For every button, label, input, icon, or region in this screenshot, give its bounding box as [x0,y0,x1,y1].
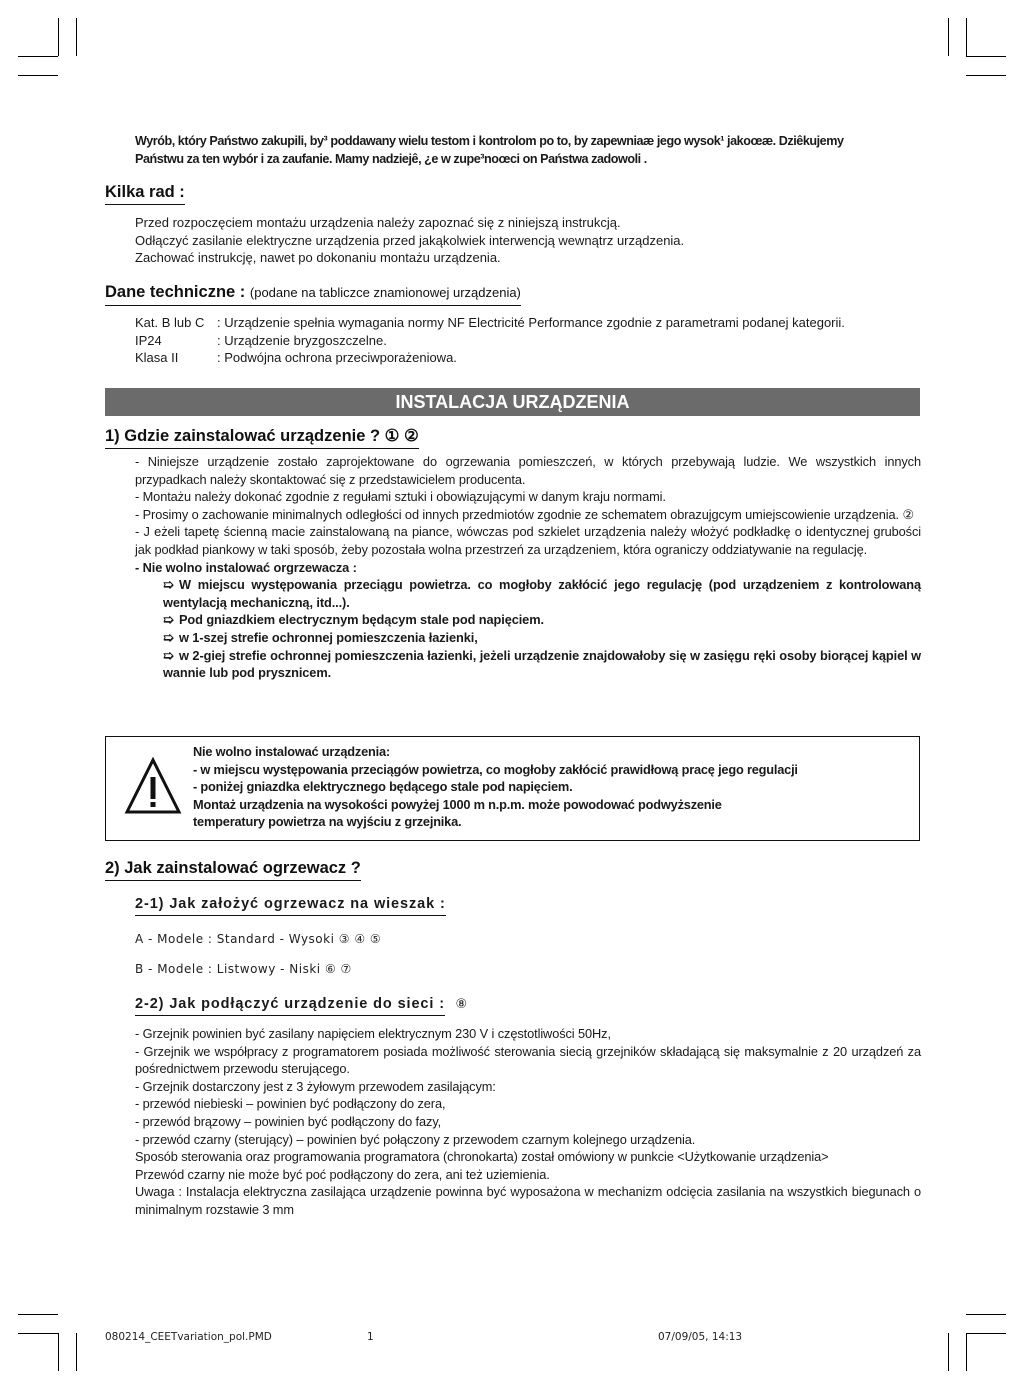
tech-key: IP24 [135,332,162,348]
heading-2-2-row [135,995,467,1016]
warning-heading: - Nie wolno instalować orgrzewacza : [135,559,357,575]
footer-page-number: 1 [367,1331,374,1343]
tech-table [135,314,921,367]
dane-note: (podane na tabliczce znamionowej urządzenia) [249,285,521,300]
tech-value: : Podwójna ochrona przeciwporażeniowa. [217,350,457,365]
warning-line: temperatury powietrza na wyjściu z grzejnika. [193,814,462,830]
heading-section-1: 1) Gdzie zainstalować urządzenie ? ① ② [105,426,419,449]
warning-line: - w miejscu występowania przeciągów powietrza, co mogłoby zakłócić prawidłową pracę jego regulacji [193,761,798,777]
heading-2-2: 2-2) Jak podłączyć urządzenie do sieci : [135,995,445,1016]
heading-kilka-rad: Kilka rad : [105,182,185,205]
paragraph: - przewód czarny (sterujący) – powinien być połączony z przewodem czarnym kolejnego urządzenia. [135,1131,696,1147]
list-item [135,629,921,647]
tech-row [135,332,921,350]
paragraph: - Grzejnik we współpracy z programatorem posiada możliwość sterowania siecią grzejników składającą się maksymalnie z 20 urządzeń za pośrednictwem przewodu sterującego. [135,1043,921,1077]
intro-text [135,132,921,168]
warning-line: Nie wolno instalować urządzenia: [193,744,390,759]
heading-dane-techniczne [105,282,521,306]
tech-value: : Urządzenie spełnia wymagania normy NF Electricité Performance zgodnie z parametrami podanej kategorii. [217,315,845,330]
paragraph: Uwaga : Instalacja elektryczna zasilająca urządzenie powinna być wyposażona w mechanizm odcięcia zasilania na wszystkich biegunach o minimalnym rozstawie 3 mm [135,1184,921,1217]
paragraph: - Grzejnik powinien być zasilany napięciem elektrycznym 230 V i częstotliwości 50Hz, [135,1026,611,1041]
tech-row [135,314,921,332]
paragraph: - Niniejsze urządzenie zostało zaprojektowane do ogrzewania pomieszczeń, w których przebywają ludzie. We wszystkich innych przypadkach należy skontaktować się z przedstawicielem producenta. [135,454,921,487]
paragraph: Sposób sterowania oraz programowania programatora (chronokarta) został omówiony w punkcie <Użytkowanie urządzenia> [135,1149,829,1165]
heading-2-1: 2-1) Jak założyć ogrzewacz na wieszak : [135,895,446,916]
footer-filename: 080214_CEETvariation_pol.PMD [105,1331,272,1343]
list-item-text: w 1-szej strefie ochronnej pomieszczenia łazienki, [179,629,478,645]
warning-triangle-icon [124,757,182,815]
arrow-icon: ➯ [163,629,174,645]
figure-ref: ⑧ [455,997,468,1012]
intro-line: Państwu za ten wybór i za zaufanie. Mamy nadziejê, ¿e w zupe³noœci on Państwa zadowoli . [135,152,647,166]
footer-date: 07/09/05, 14:13 [658,1331,743,1343]
list-item-text: Pod gniazdkiem electrycznym będącym stale pod napięciem. [179,612,544,628]
warning-text [193,743,798,831]
model-a-text: A - Modele : Standard - Wysoki ③ ④ ⑤ [135,932,382,946]
paragraph: - Prosimy o zachowanie minimalnych odległości od innych przedmiotów zgodnie ze schematem obrazujgcym umiejscowienie urządzenia. ② [135,506,914,522]
intro-line: Wyrób, który Państwo zakupili, by³ poddawany wielu testom i kontrolom po to, by zapewniaæ jego wysok¹ jakoœæ. Dziêkujemy [135,134,844,148]
section-banner: INSTALACJA URZĄDZENIA [105,388,920,416]
tech-key: Kat. B lub C [135,315,205,330]
list-item [135,647,921,682]
arrow-icon: ➯ [163,612,174,628]
tech-value: : Urządzenie bryzgoszczelne. [217,332,387,348]
warning-box [105,736,920,841]
paragraph: - przewód niebieski – powinien być podłączony do zera, [135,1096,446,1112]
heading-section-2: 2) Jak zainstalować ogrzewacz ? [105,858,361,881]
paragraph: - J eżeli tapetę ścienną macie zainstalowaną na piance, wówczas pod szkielet urządzenia należy włożyć podkładkę o identycznej grubości jak podkład piankowy w taki sposób, żeby pozostała wolna przestrzeń za urządzeniem, która ograniczy oddziatywanie na regulację. [135,524,921,557]
warning-line: - poniżej gniazdka elektrycznego będącego stale pod napięciem. [193,779,573,795]
model-b-text: B - Modele : Listwowy - Niski ⑥ ⑦ [135,962,352,976]
paragraph: - Grzejnik dostarczony jest z 3 żyłowym przewodem zasilającym: [135,1078,496,1094]
tech-key: Klasa II [135,350,179,365]
dane-title: Dane techniczne : [105,283,246,301]
list-item [135,576,921,611]
arrow-icon: ➯ [163,647,174,663]
kilka-rad-line: Przed rozpoczęciem montażu urządzenia należy zapoznać się z niniejszą instrukcją. [135,215,621,230]
kilka-rad-line: Odłączyć zasilanie elektryczne urządzenia przed jakąkolwiek interwencją wewnątrz urządzenia. [135,232,685,248]
paragraph: - przewód brązowy – powinien być podłączony do fazy, [135,1113,442,1129]
list-item-text: W miejscu występowania przeciągu powietrza. co mogłoby zakłócić jego regulację (pod urządzeniem z kontrolowaną wentylacją mechaniczną, itd...). [163,577,921,610]
section-1-body [135,453,921,682]
kilka-rad-text [135,214,921,267]
list-item [135,611,921,629]
section-2-body [135,1025,921,1219]
paragraph: - Montażu należy dokonać zgodnie z regułami sztuki i obowiązującymi w danym kraju normami. [135,489,666,505]
arrow-icon: ➯ [163,577,174,593]
list-item-text: w 2-giej strefie ochronnej pomieszczenia łazienki, jeżeli urządzenie znajdowałoby się w zasięgu ręki osoby biorącej kąpiel w wannie lub pod prysznicem. [163,647,921,681]
kilka-rad-line: Zachować instrukcję, nawet po dokonaniu montażu urządzenia. [135,250,501,265]
paragraph: Przewód czarny nie może być poć podłączony do zera, ani też uziemienia. [135,1166,550,1182]
warning-line: Montaż urządzenia na wysokości powyżej 1000 m n.p.m. może powodować podwyższenie [193,796,722,812]
tech-row [135,349,921,367]
